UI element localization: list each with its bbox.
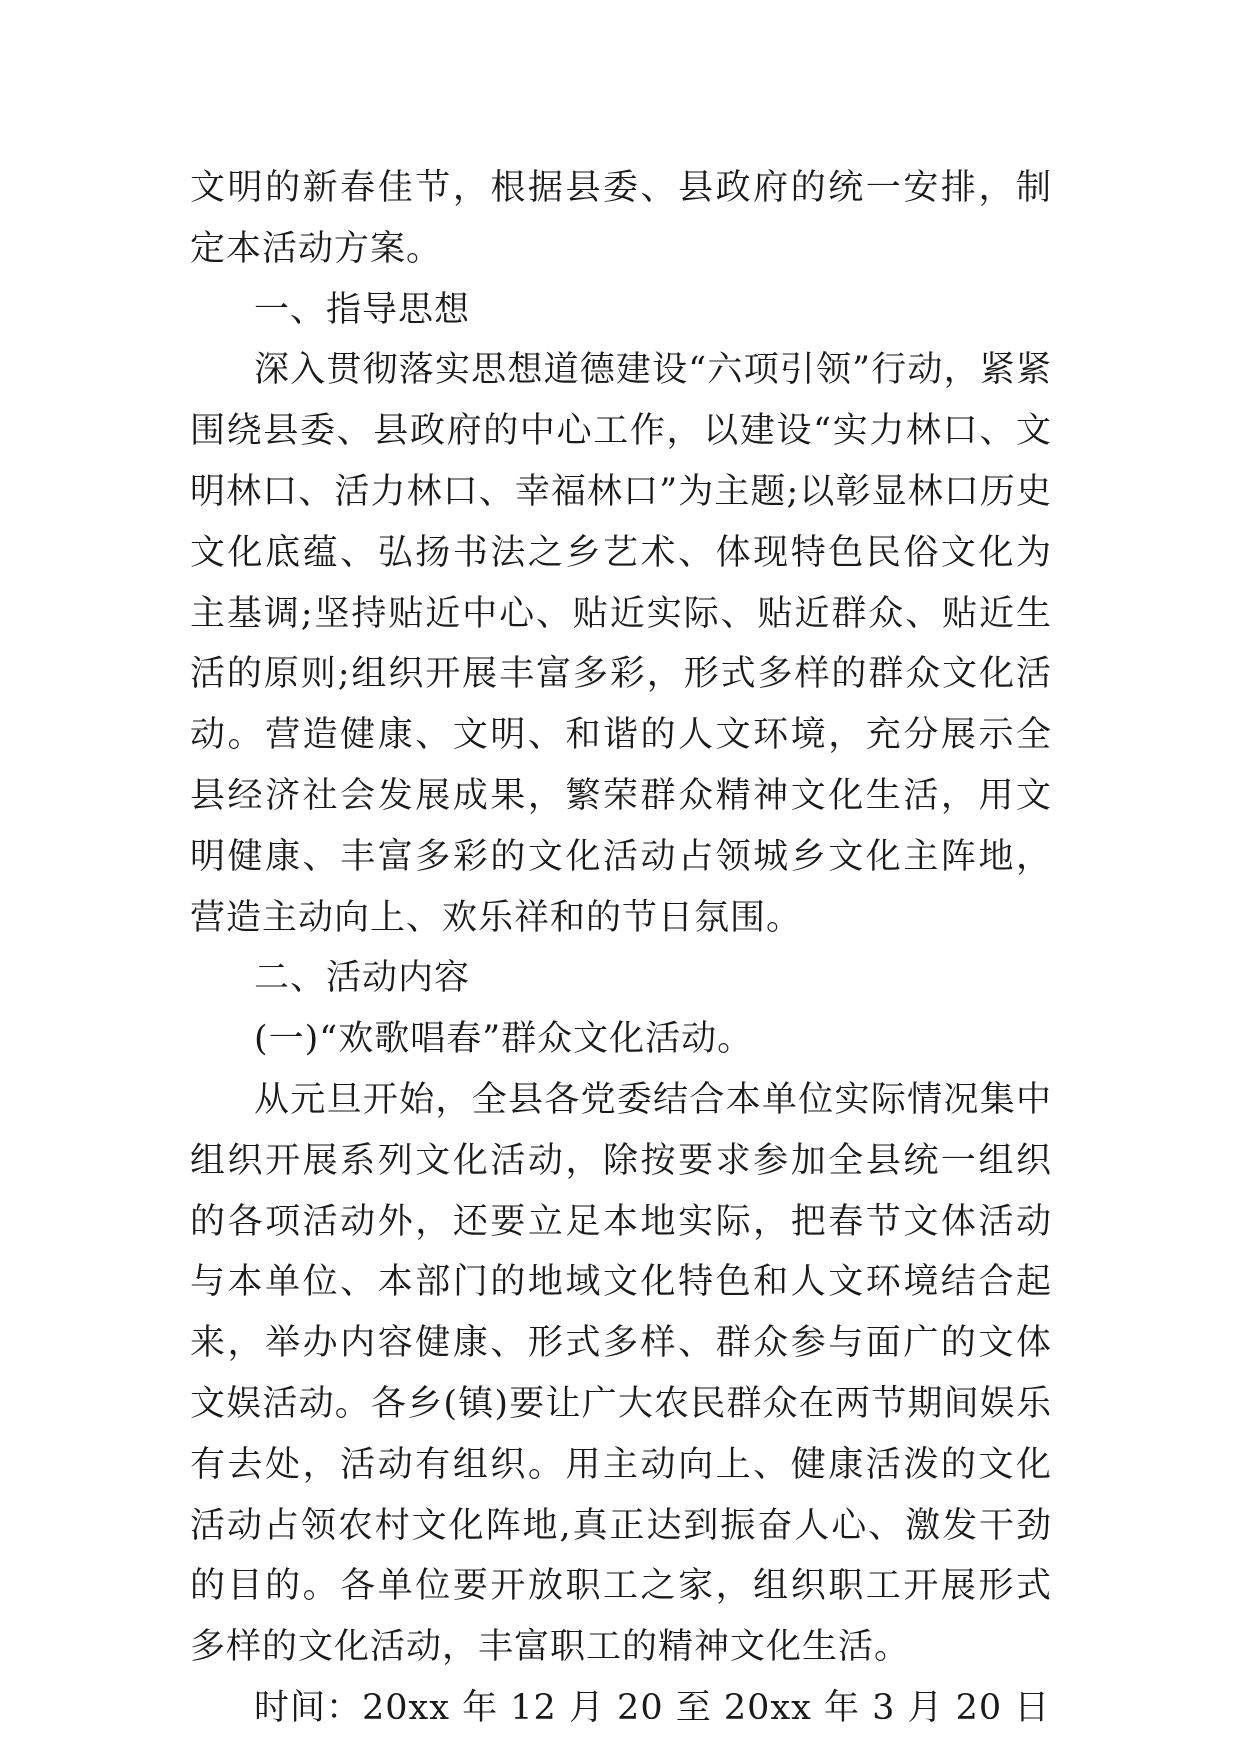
guiding-ideology-paragraph: 深入贯彻落实思想道德建设“六项引领”行动，紧紧围绕县委、县政府的中心工作，以建设“实力林口、文明林口、活力林口、幸福林口”为主题;以彰显林口历史文化底蕴、弘扬书法之乡艺术、体现特色民俗文化为主基调;坚持贴近中心、贴近实际、贴近群众、贴近生活的原则;组织开展丰富多彩，形式多样的群众文化活动。营造健康、文明、和谐的人文环境，充分展示全县经济社会发展成果，繁荣群众精神文化生活，用文明健康、丰富多彩的文化活动占领城乡文化主阵地，营造主动向上、欢乐祥和的节日氛围。 xyxy=(190,350,1052,938)
activity-description-paragraph: 从元旦开始，全县各党委结合本单位实际情况集中组织开展系列文化活动，除按要求参加全县统一组织的各项活动外，还要立足本地实际，把春节文体活动与本单位、本部门的地域文化特色和人文环境结合起来，举办内容健康、形式多样、群众参与面广的文体文娱活动。各乡(镇)要让广大农民群众在两节期间娱乐有去处，活动有组织。用主动向上、健康活泼的文化活动占领农村文化阵地,真正达到振奋人心、激发干劲的目的。各单位要开放职工之家，组织职工开展形式多样的文化活动，丰富职工的精神文化生活。 xyxy=(190,1079,1052,1668)
document-body xyxy=(190,158,1052,1739)
subsection-heading-song-spring: (一)“欢歌唱春”群众文化活动。 xyxy=(254,1019,754,1060)
section-heading-activity-content: 二、活动内容 xyxy=(254,958,471,999)
section-heading-guiding-ideology: 一、指导思想 xyxy=(254,289,471,330)
time-paragraph: 时间：20xx 年 12 月 20 至 20xx 年 3 月 20 日 xyxy=(254,1687,1051,1728)
continuation-paragraph: 文明的新春佳节，根据县委、县政府的统一安排，制定本活动方案。 xyxy=(190,168,1052,269)
